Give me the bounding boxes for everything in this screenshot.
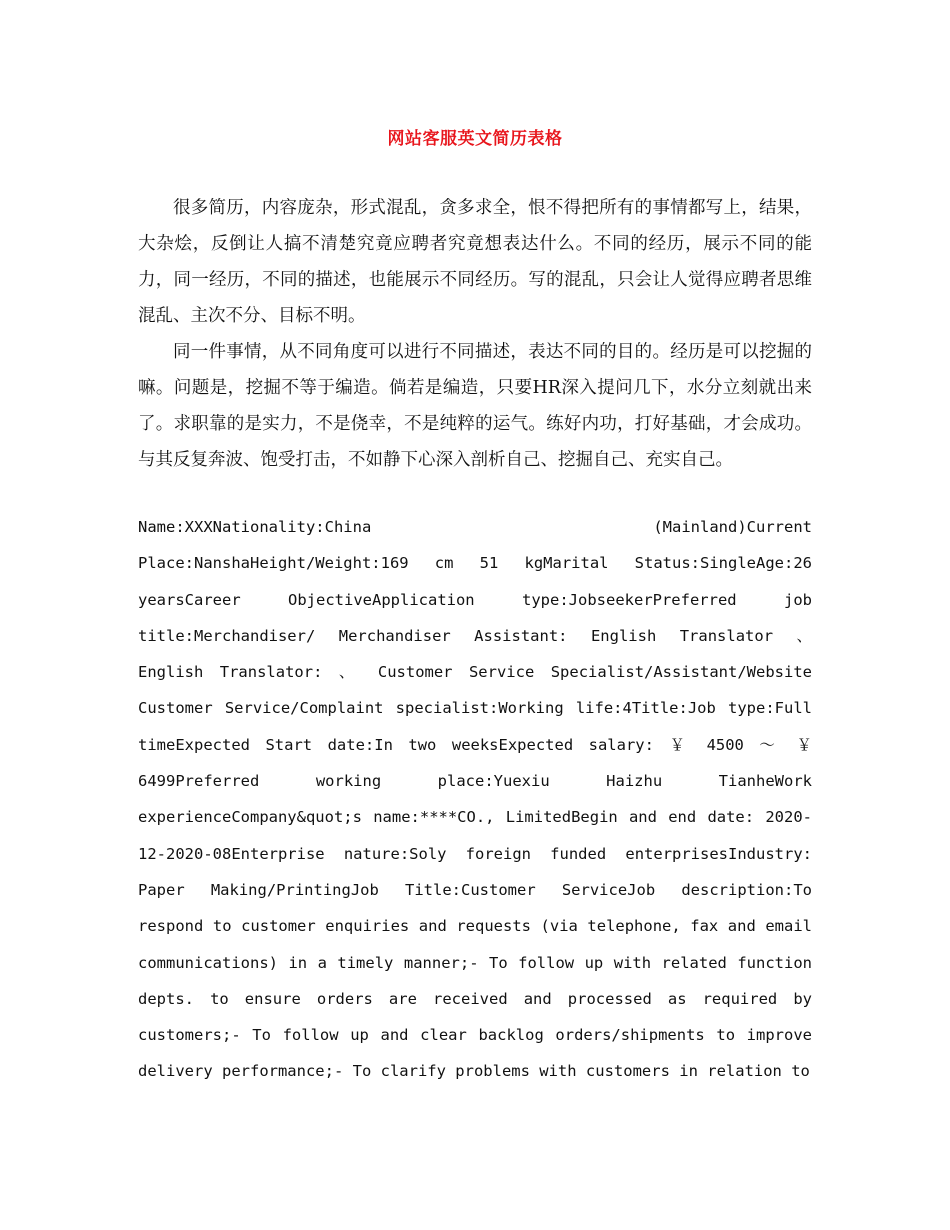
- intro-paragraph-1: 很多简历，内容庞杂，形式混乱，贪多求全，恨不得把所有的事情都写上，结果，大杂烩，反倒让人搞不清楚究竟应聘者究竟想表达什么。不同的经历，展示不同的能力，同一经历，不同的描述，也能展示不同经历。写的混乱，只会让人觉得应聘者思维混乱、主次不分、目标不明。: [138, 198, 812, 326]
- page-title: 网站客服英文简历表格: [387, 129, 563, 149]
- resume-text: Name:XXXNationality:China (Mainland)Current Place:NanshaHeight/Weight:169 cm 51 kgMarital Status:SingleAge:26 yearsCareer ObjectiveApplication type:JobseekerPreferred job title:Merchandiser/ Merchandiser Assistant: English Translator 、 English Translator: 、 Customer Service Specialist/Assistant/Website Customer Service/Complaint specialist:Working life:4Title:Job type:Full timeExpected Start date:In two weeksExpected salary: ￥ 4500 ～ ￥ 6499Preferred working place:Yuexiu Haizhu TianheWork experienceCompany&quot;s name:****CO., LimitedBegin and end date: 2020-12-2020-08Enterprise nature:Soly foreign funded enterprisesIndustry: Paper Making/PrintingJob Title:Customer ServiceJob description:To respond to customer enquiries and requests (via telephone, fax and email communications) in a timely manner;- To follow up with related function depts. to ensure orders are received and processed as required by customers;- To follow up and clear backlog orders/shipments to improve delivery performance;- To clarify problems with customers in relation to: [138, 518, 812, 1081]
- intro-paragraph-2: 同一件事情，从不同角度可以进行不同描述，表达不同的目的。经历是可以挖掘的嘛。问题是，挖掘不等于编造。倘若是编造，只要HR深入提问几下，水分立刻就出来了。求职靠的是实力，不是侥幸，不是纯粹的运气。练好内功，打好基础，才会成功。与其反复奔波、饱受打击，不如静下心深入剖析自己、挖掘自己、充实自己。: [138, 342, 812, 470]
- intro-text-block: [138, 190, 812, 478]
